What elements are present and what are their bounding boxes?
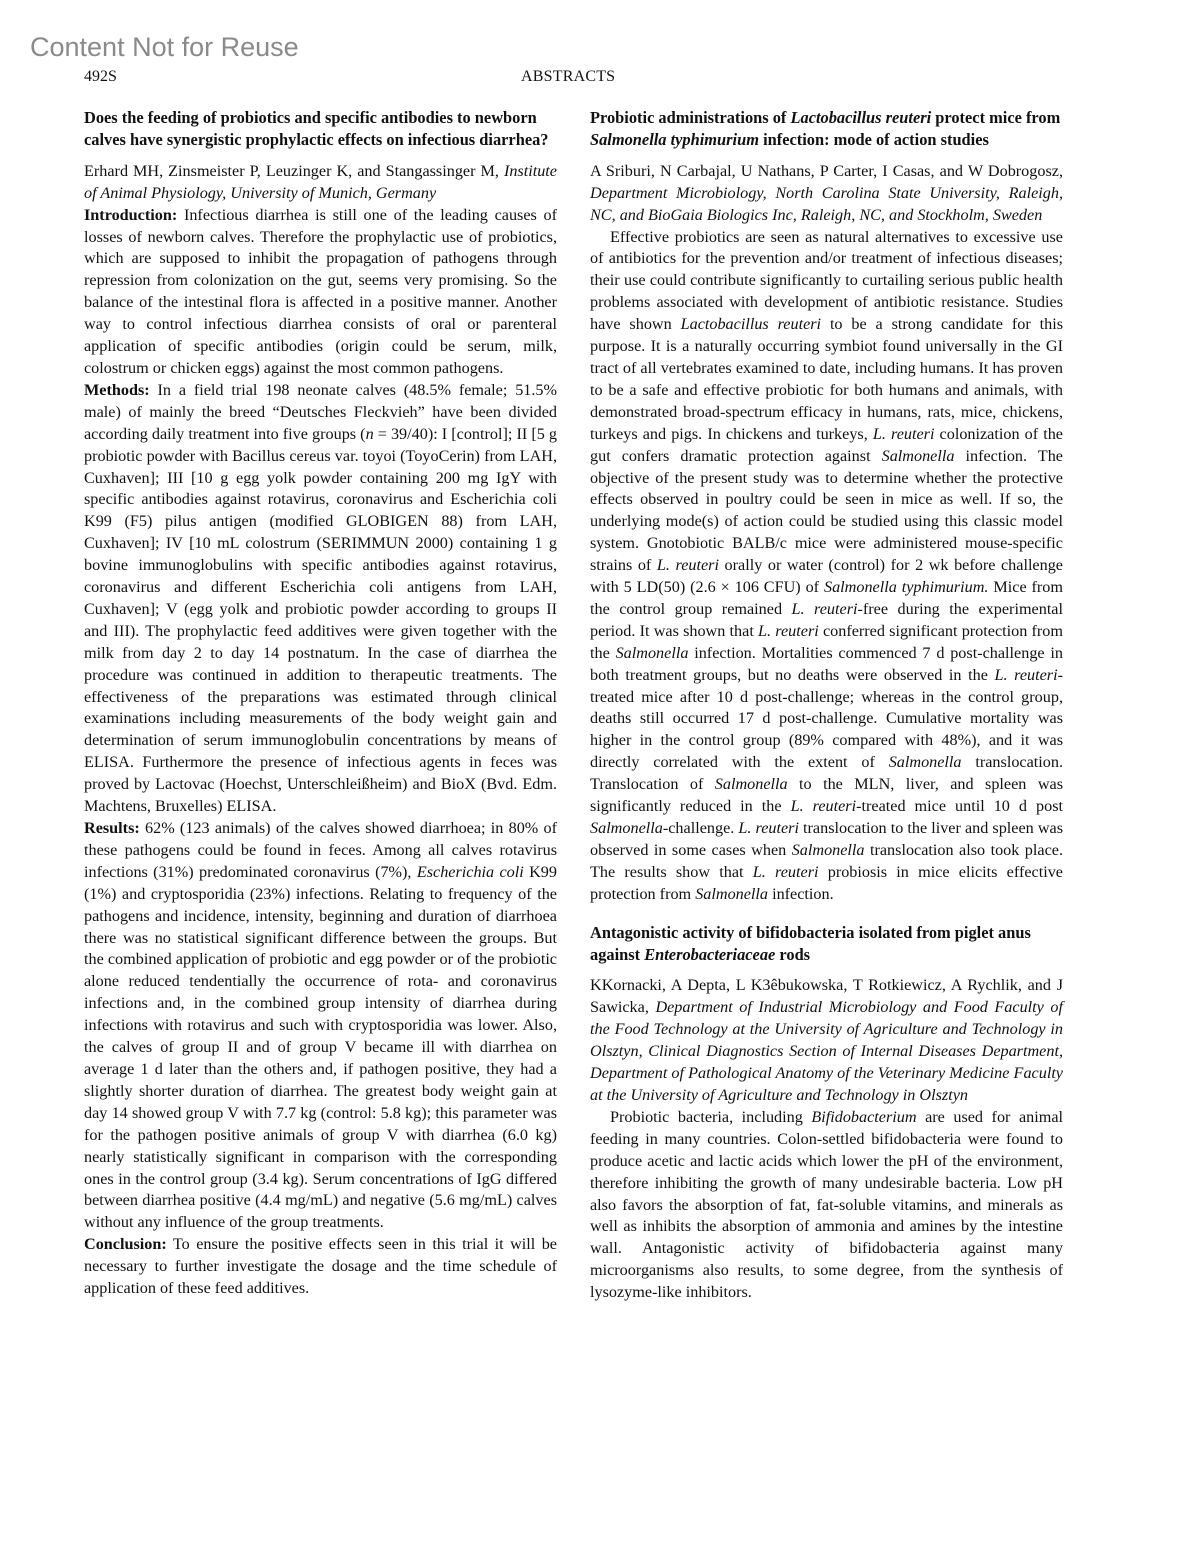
a2-t8: L. reuteri [656, 556, 719, 575]
abstract3-affiliation: Department of Industrial Microbiology and Food Faculty of the Food Technology at the University of Agriculture and Technology in Olsztyn, Clinical Diagnostics Section of Internal Diseases Department, Department of Pathological Anatomy of the Veterinary Medicine Faculty at the University of Agriculture and Technology in Olsztyn [590, 998, 1063, 1104]
a3-t2: Bifidobacterium [811, 1107, 917, 1126]
a2-t26: Salmonella [590, 819, 663, 837]
abstract1-conclusion [84, 1234, 557, 1300]
a2-t15: conferred significant protection from the [590, 621, 1063, 662]
a2-t21: translocation. Translocation of [590, 753, 1064, 794]
abstract2-title-st: Salmonella typhimurium [590, 129, 759, 149]
methods-n: n [365, 424, 374, 443]
a2-t4: L. reuteri [872, 424, 935, 443]
abstract2-authors: A Sriburi, N Carbajal, U Nathans, P Carter, I Casas, and W Dobrogosz, [590, 161, 1063, 180]
abstract2-title-lr: Lactobacillus reuteri [790, 108, 932, 127]
a3-t1: Probiotic bacteria, including [610, 1107, 812, 1126]
abstract3-body [590, 1107, 1063, 1304]
abstract2-title-a: Probiotic administrations of [590, 108, 791, 127]
a2-t34: Salmonella [695, 884, 769, 903]
a2-t1: Effective probiotics are seen as natural alternatives to excessive use of antibiotics for the prevention and/or treatment of infectious diseases; their use could contribute significantly to curtailing serious public health problems associated with development of antibiotic resistance. Studies have shown [590, 227, 1063, 334]
abstract1-methods [84, 380, 557, 818]
a2-t2: Lactobacillus reuteri [680, 315, 822, 334]
watermark: Content Not for Reuse [30, 32, 299, 62]
a2-t11: Mice from the control group remained [590, 578, 1063, 618]
a2-t14: L. reuteri [758, 621, 819, 640]
abstract2-title-b: protect mice from [931, 108, 1061, 127]
abstract2-title [590, 107, 1063, 151]
abstract3-title-c: rods [775, 944, 811, 964]
abstract1-byline [84, 161, 557, 205]
methods-label: Methods: [84, 380, 150, 399]
a2-t10: Salmonella typhimurium. [823, 578, 989, 597]
a2-t25: -treated mice until 10 d post [856, 797, 1064, 816]
abstract3-authors: KKornacki, A Depta, L K3êbukowska, T Rotkiewicz, A Rychlik, and J Sawicka, [590, 976, 1063, 1017]
right-column [590, 107, 1063, 1304]
results-label: Results: [84, 819, 140, 837]
a2-t23: to the MLN, liver, and spleen was significantly reduced in the [590, 775, 1063, 816]
abstract3-title-b: Enterobacteriaceae [644, 944, 776, 964]
a2-t12: L. reuteri [791, 599, 858, 618]
a2-t35: infection. [768, 884, 834, 903]
introduction-label: Introduction: [84, 205, 178, 224]
abstract1-introduction [84, 205, 557, 380]
a2-t9: orally or water (control) for 2 wk before challenge with 5 LD(50) (2.6 × 106 CFU) of [590, 556, 1063, 597]
a2-t28: L. reuteri [738, 819, 799, 837]
a2-t18: L. reuteri [994, 665, 1058, 684]
a2-t17: infection. Mortalities commenced 7 d post-challenge in both treatment groups, but no deaths were observed in the [590, 643, 1063, 684]
section-header: ABSTRACTS [521, 68, 616, 85]
conclusion-label: Conclusion: [84, 1235, 167, 1254]
introduction-text: Infectious diarrhea is still one of the leading causes of losses of newborn calves. Therefore the prophylactic use of probiotics, which are supposed to inhibit the propagation of pathogens through repression from colonization on the gut, seems very promising. So the balance of the intestinal flora is affected in a positive manner. Another way to control infectious diarrhea consists of oral or parenteral application of specific antibodies (origin could be serum, milk, colostrum or chicken eggs) against the most common pathogens. [84, 205, 558, 377]
left-column [84, 107, 557, 1300]
abstract1-affiliation: Institute of Animal Physiology, University of Munich, Germany [84, 161, 557, 202]
abstract3-title [590, 922, 1063, 966]
a2-t6: Salmonella [881, 446, 955, 465]
results-ecoli: Escherichia coli [416, 862, 524, 881]
a2-t20: Salmonella [888, 753, 962, 772]
a2-t13: -free during the experimental period. It was shown that [590, 599, 1063, 640]
abstract1-title: Does the feeding of probiotics and specific antibodies to newborn calves have synergistic prophylactic effects on infectious diarrhea? [84, 108, 549, 149]
a2-t22: Salmonella [714, 775, 788, 794]
methods-text-a: In a field trial 198 neonate calves (48.5% female; 51.5% male) of mainly the breed “Deutsches Fleckvieh” have been divided according daily treatment into five groups ( [84, 380, 558, 443]
abstract2-body [590, 227, 1063, 906]
a2-t30: Salmonella [791, 840, 865, 859]
a3-t3: are used for animal feeding in many countries. Colon-settled bifidobacteria were found to produce acetic and lactic acids which lower the pH of the environment, therefore inhibiting the growth of many undesirable bacteria. Low pH also favors the absorption of fat, fat-soluble vitamins, and minerals as well as inhibits the absorption of ammonia and amines by the intestine wall. Antagonistic activity of bifidobacteria against many microorganisms also results, to some degree, from the synthesis of lysozyme-like inhibitors. [590, 1107, 1064, 1302]
abstract2-byline [590, 161, 1063, 227]
abstract-separator [590, 906, 1063, 922]
abstract2-title-c: infection: mode of action studies [758, 129, 989, 149]
abstract2-affiliation: Department Microbiology, North Carolina State University, Raleigh, NC, and BioGaia Biologics Inc, Raleigh, NC, and Stockholm, Sweden [590, 183, 1063, 224]
a2-t24: L. reuteri [790, 797, 857, 816]
abstract1-results [84, 818, 557, 1234]
a2-t3: to be a strong candidate for this purpose. It is a naturally occurring symbiot found universally in the GI tract of all vertebrates examined to date, including humans. It has proven to be a safe and effective probiotic for both humans and animals, with demonstrated broad-spectrum efficacy in humans, rats, mice, chickens, turkeys and pigs. In chickens and turkeys, [590, 315, 1063, 443]
a2-t33: probiosis in mice elicits effective protection from [590, 862, 1063, 903]
a2-t7: infection. The objective of the present study was to determine whether the protective effects observed in poultry could be seen in mice as well. If so, the underlying mode(s) of action could be studied using this classic model system. Gnotobiotic BALB/c mice were administered mouse-specific strains of [590, 446, 1063, 575]
abstract1-authors: Erhard MH, Zinsmeister P, Leuzinger K, and Stangassinger M, [84, 161, 499, 180]
methods-text-b: = 39/40): I [control]; II [5 g probiotic powder with Bacillus cereus var. toyoi (ToyoCerin) from LAH, Cuxhaven]; III [10 g egg yolk powder containing 200 mg IgY with specific antibodies against rotavirus, coronavirus and Escherichia coli K99 (F5) pilus antigen (modified GLOBIGEN 88) from LAH, Cuxhaven]; IV [10 mL colostrum (SERIMMUN 2000) containing 1 g bovine immunoglobulins with specific antibodies against rotavirus, coronavirus and different Escherichia coli antigens from LAH, Cuxhaven]; V (egg yolk and probiotic powder according to groups II and III). The prophylactic feed additives were given together with the milk from day 2 to day 14 postnatum. In the case of diarrhea the procedure was continued in addition to therapeutic treatments. The effectiveness of the preparations was estimated through clinical examinations including measurements of the body weight gain and determination of serum immunoglobulin concentrations by means of ELISA. Furthermore the presence of infectious agents in feces was proved by Lactovac (Hoechst, Unterschleißheim) and BioX (Bvd. Edm. Machtens, Bruxelles) ELISA. [84, 424, 557, 816]
abstract3-byline [590, 975, 1063, 1106]
abstract3-title-a: Antagonistic activity of bifidobacteria isolated from piglet anus against [590, 922, 1031, 964]
conclusion-text: To ensure the positive effects seen in this trial it will be necessary to further investigate the dosage and the time schedule of application of these feed additives. [84, 1235, 557, 1298]
a2-t29: translocation to the liver and spleen was observed in some cases when [590, 819, 1063, 859]
a2-t31: translocation also took place. The results show that [590, 840, 1063, 881]
a2-t5: colonization of the gut confers dramatic protection against [590, 424, 1063, 465]
a2-t27: -challenge. [662, 819, 739, 837]
a2-t16: Salmonella [615, 643, 689, 662]
results-text-b: K99 (1%) and cryptosporidia (23%) infections. Relating to frequency of the pathogens and incidence, intensity, beginning and duration of diarrhoea there was no statistical significant difference between the groups. But the combined application of probiotic and egg powder or of the probiotic alone reduced tendentially the occurrence of rota- and coronavirus infections and, in the combined group intensity of diarrhea during infections with rotavirus and such with cryptosporidia was lower. Also, the calves of group II and of group V became ill with diarrhea on average 1 d later than the others and, if pathogen positive, they had a slightly shorter duration of diarrhea. The greatest body weight gain at day 14 showed group V with 7.7 kg (control: 5.8 kg); this parameter was for the pathogen positive animals of group V with diarrhea (6.0 kg) nearly statistically significant in comparison with the corresponding ones in the control group (3.4 kg). Serum concentrations of IgG differed between diarrhea positive (4.4 mg/mL) and negative (5.6 mg/mL) calves without any influence of the group treatments. [84, 862, 557, 1232]
a2-t19: -treated mice after 10 d post-challenge; whereas in the control group, deaths still occurred 17 d post-challenge. Cumulative mortality was higher in the control group (89% compared with 48%), and it was directly correlated with the extent of [590, 665, 1063, 772]
page-number: 492S [84, 68, 117, 85]
results-text-a: 62% (123 animals) of the calves showed diarrhoea; in 80% of these pathogens could be found in feces. Among all calves rotavirus infections (31%) predominated coronavirus (7%), [84, 819, 558, 881]
a2-t32: L. reuteri [752, 862, 819, 881]
